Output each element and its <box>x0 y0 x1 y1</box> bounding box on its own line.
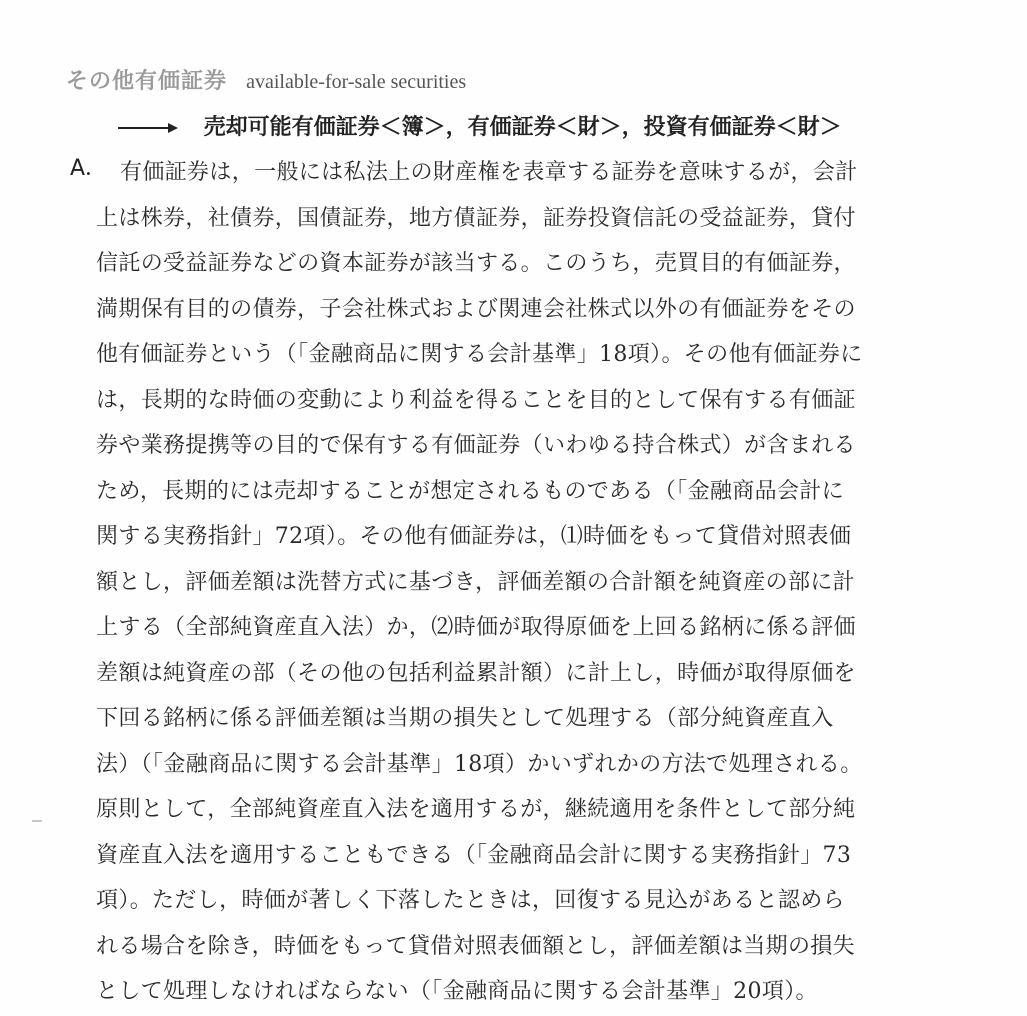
paragraph-line: 資産直入法を適用することもできる（「金融商品会計に関する実務指針」73 <box>96 842 852 868</box>
long-right-arrow-icon <box>118 123 178 133</box>
paragraph-line: 額とし，評価差額は洗替方式に基づき，評価差額の合計額を純資産の部に計 <box>96 569 856 595</box>
paragraph-line: 券や業務提携等の目的で保有する有価証券（いわゆる持合株式）が含まれる <box>96 433 856 458</box>
paragraph-line: 満期保有目的の債券，子会社株式および関連会社株式以外の有価証券をその <box>96 296 856 322</box>
paragraph-line: 法）（「金融商品に関する会計基準」18項）かいずれかの方法で処理される。 <box>96 751 863 777</box>
scan-mark <box>32 820 42 822</box>
paragraph-line: ため，長期的には売却することが想定されるものである（「金融商品会計に <box>96 478 845 504</box>
paragraph-line: 上は株券，社債券，国債証券，地方債証券，証券投資信託の受益証券，貸付 <box>96 205 856 231</box>
paragraph-line: 項）。ただし，時価が著しく下落したときは，回復する見込があると認めら <box>96 888 845 913</box>
entry-term-japanese: その他有価証券 <box>66 68 228 94</box>
paragraph-line: 関する実務指針」72項）。その他有価証券は，⑴時価をもって貸借対照表価 <box>96 524 852 549</box>
paragraph-line: として処理しなければならない（「金融商品に関する会計基準」20項）。 <box>96 979 818 1004</box>
dictionary-entry-heading <box>66 64 466 95</box>
paragraph-line: れる場合を除き，時価をもって貸借対照表価額とし，評価差額は当期の損失 <box>96 933 856 959</box>
related-terms-line <box>118 110 842 141</box>
paragraph-line: 他有価証券という（「金融商品に関する会計基準」18項）。その他有価証券に <box>96 342 863 367</box>
paragraph-line: 上する（全部純資産直入法）か，⑵時価が取得原価を上回る銘柄に係る評価 <box>96 615 856 640</box>
section-label: A． <box>70 156 108 181</box>
cut-off-previous-line <box>96 0 967 4</box>
paragraph-line: 原則として，全部純資産直入法を適用するが，継続適用を条件として部分純 <box>96 797 856 822</box>
paragraph-line: 差額は純資産の部（その他の包括利益累計額）に計上し，時価が取得原価を <box>96 660 856 686</box>
entry-body <box>70 150 970 1015</box>
paragraph-line: 信託の受益証券などの資本証券が該当する。このうち，売買目的有価証券， <box>96 251 856 276</box>
paragraph-line: 下回る銘柄に係る評価差額は当期の損失として処理する（部分純資産直入 <box>96 706 834 731</box>
related-terms: 売却可能有価証券＜簿＞，有価証券＜財＞，投資有価証券＜財＞ <box>203 115 842 140</box>
entry-term-english: available-for-sale securities <box>246 71 467 93</box>
paragraph-line: は，長期的な時価の変動により利益を得ることを目的として保有する有価証 <box>96 387 856 413</box>
paragraph-line: 有価証券は，一般には私法上の財産権を表章する証券を意味するが，会計 <box>120 160 858 185</box>
